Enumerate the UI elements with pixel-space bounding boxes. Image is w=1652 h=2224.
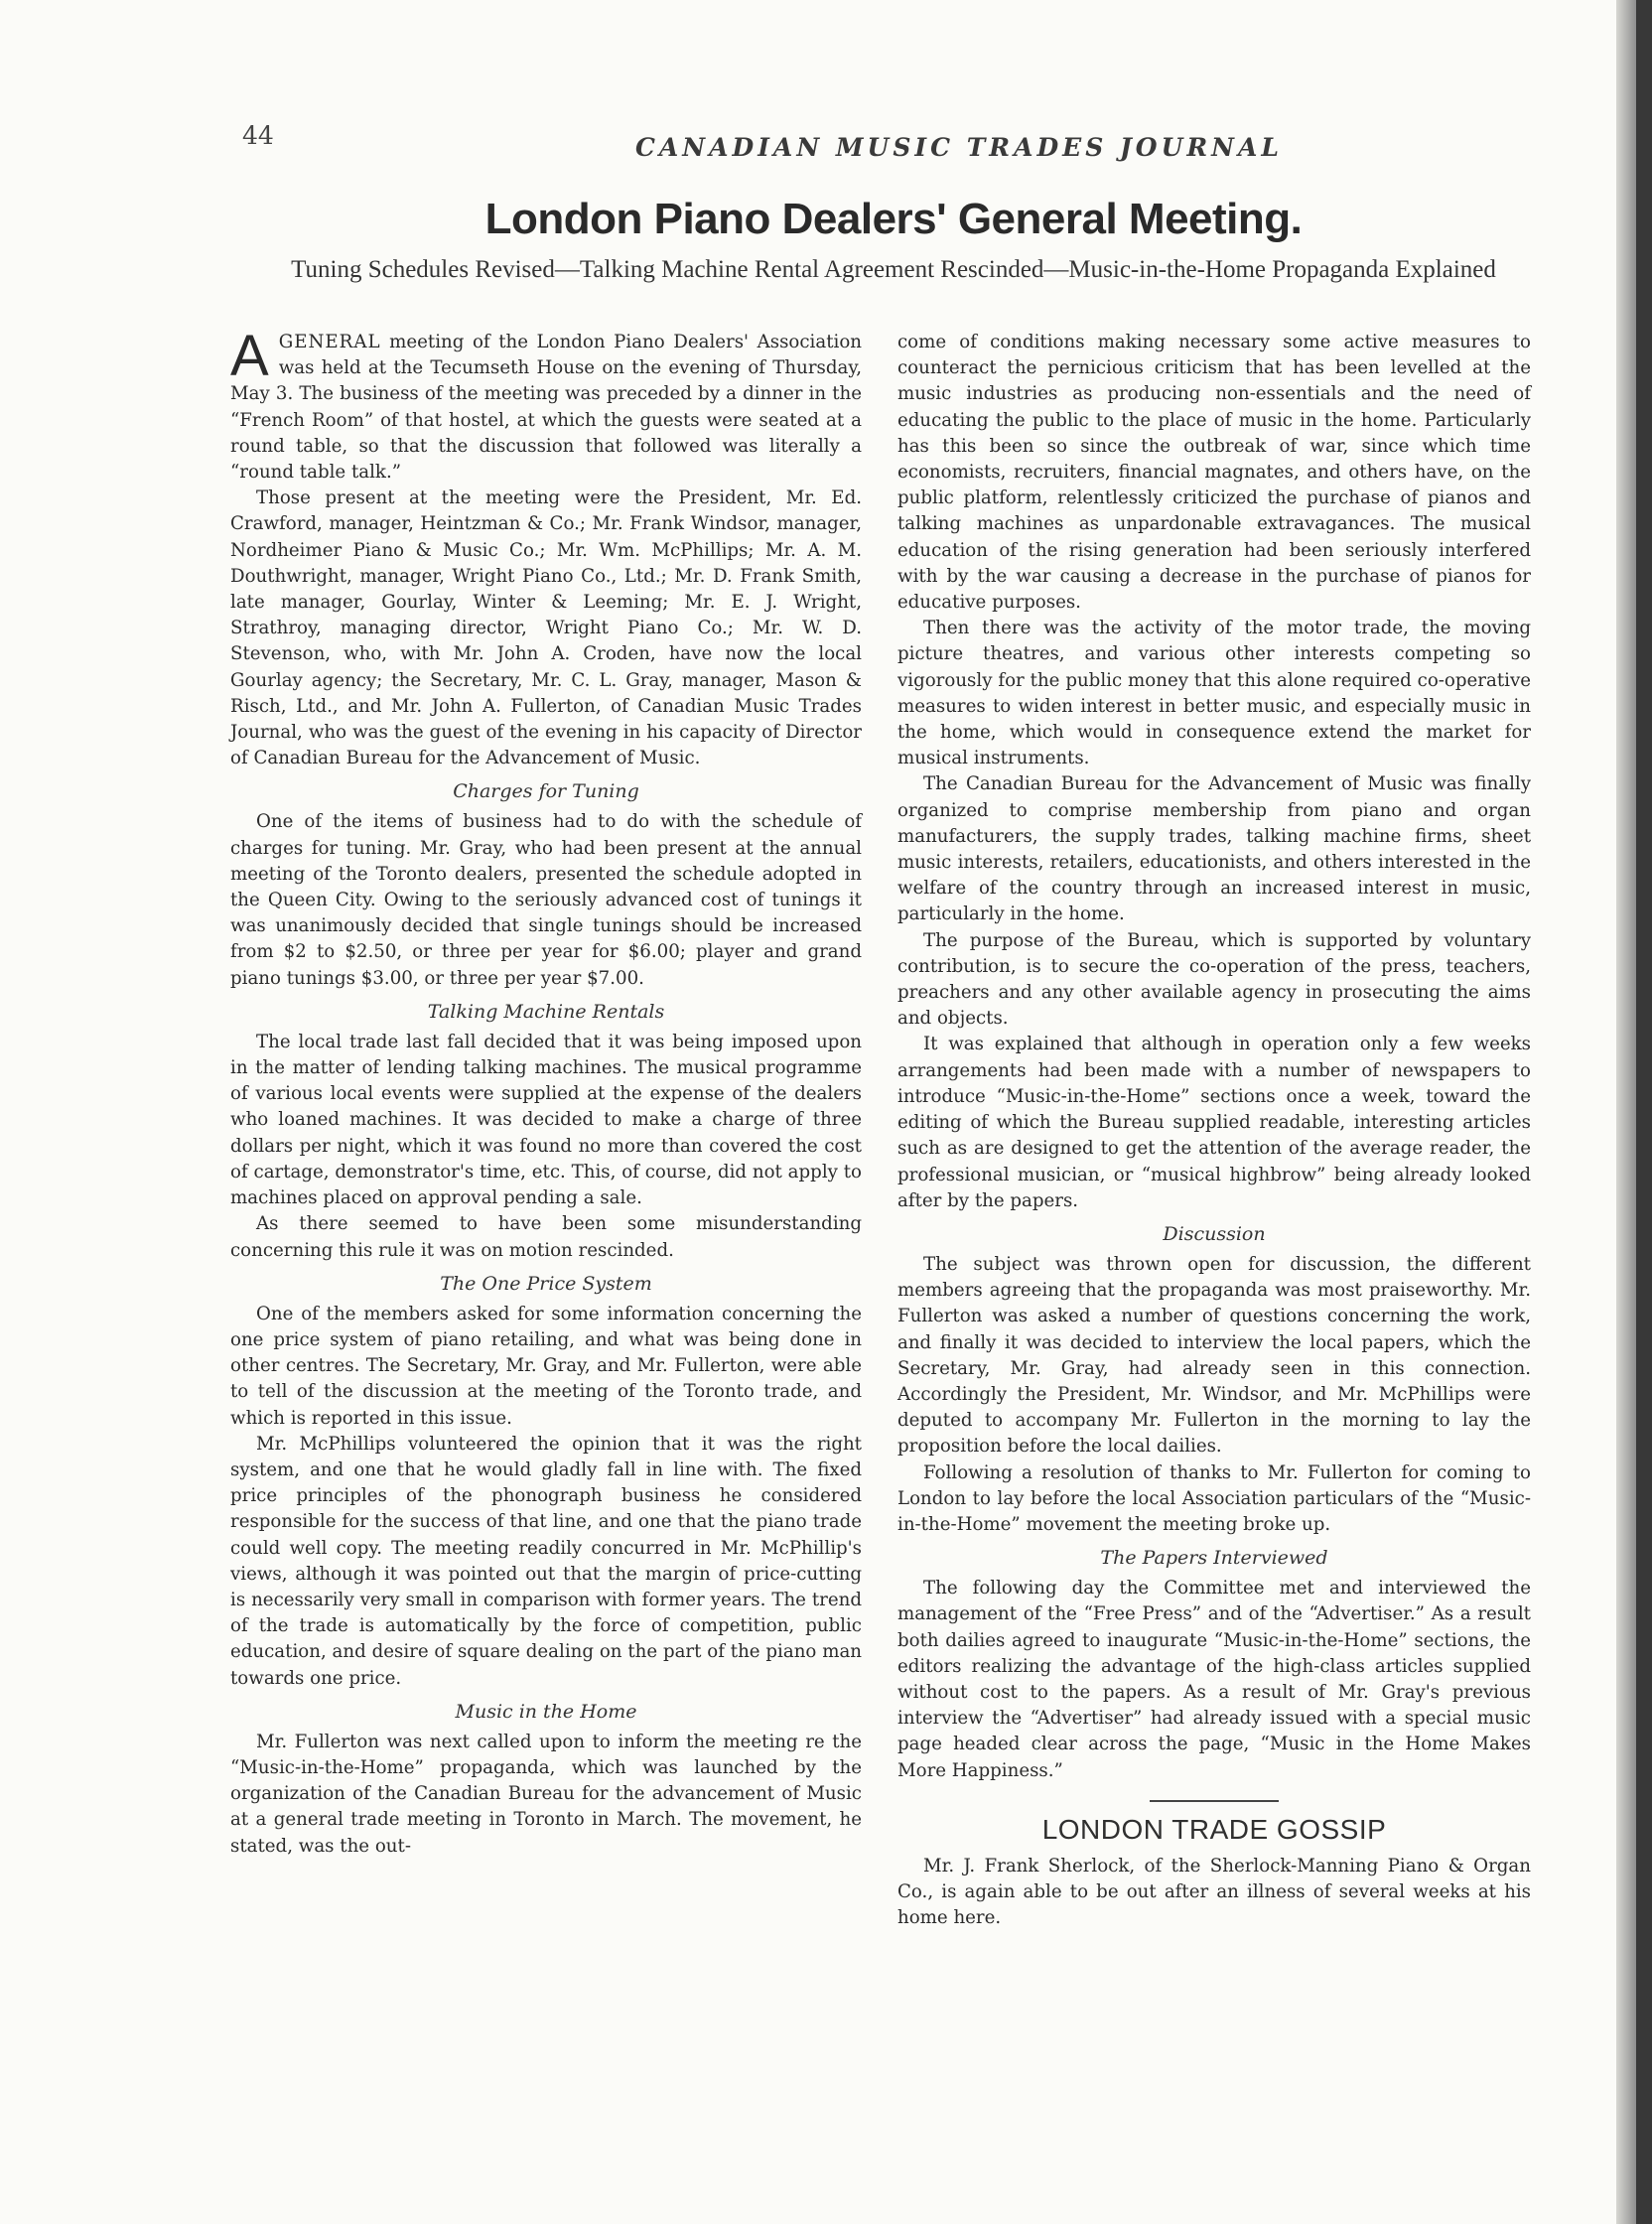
article-subheadline: Tuning Schedules Revised—Talking Machine Rental Agreement Rescinded—Music-in-the-Home Propaganda Explained — [291, 256, 1496, 283]
section-divider — [1150, 1800, 1279, 1802]
gossip-paragraph: Mr. J. Frank Sherlock, of the Sherlock-Manning Piano & Organ Co., is again able to be out after an illness of several weeks at his home here. — [897, 1855, 1531, 1929]
intro-paragraph — [230, 324, 862, 486]
explained-paragraph: It was explained that although in operation only a few weeks arrangements had been made with a number of newspapers to introduce “Music-in-the-Home” sections once a week, toward the editing of which the Bureau supplied readable, interesting articles such as are designed to get the attention of the average reader, the professional musician, or “musical highbrow” being already looked after by the papers. — [897, 1034, 1531, 1211]
page-number: 44 — [242, 121, 274, 150]
intro-text: meeting of the London Piano Dealers' Association was held at the Tecumseth House on the evening of Thursday, May 3. The business of the meeting was preceded by a dinner in the “French Room” of that hostel, at which the guests were seated at a round table, so that the discussion that followed was literally a “round table talk.” — [230, 332, 862, 484]
one-price-paragraph-2: Mr. McPhillips volunteered the opinion that it was the right system, and one that he would gladly fall in line with. The fixed price principles of the phonograph business he considered responsible for the success of that line, and one that the piano trade could well copy. The meeting readily concurred in Mr. McPhillip's views, although it was pointed out that the margin of price-cutting is necessarily very small in comparison with former years. The trend of the trade is automatically by the force of competition, public education, and desire of square dealing on the part of the piano man towards one price. — [230, 1433, 862, 1689]
book-binding — [1636, 0, 1652, 2224]
rentals-paragraph-1: The local trade last fall decided that it was being imposed upon in the matter of lending talking machines. The musical programme of various local events were supplied at the expense of the dealers who loaned machines. It was decided to make a charge of three dollars per night, which it was found no more than covered the cost of cartage, demonstrator's time, etc. This, of course, did not apply to machines placed on approval pending a sale. — [230, 1031, 862, 1209]
rentals-paragraph-2: As there seemed to have been some misunderstanding concerning this rule it was on motion rescinded. — [230, 1213, 862, 1261]
running-head: CANADIAN MUSIC TRADES JOURNAL — [635, 133, 1283, 162]
discussion-paragraph-2: Following a resolution of thanks to Mr. Fullerton for coming to London to lay before the local Association particulars of the “Music-in-the-Home” movement the meeting broke up. — [897, 1461, 1531, 1535]
article-headline: London Piano Dealers' General Meeting. — [484, 195, 1303, 243]
music-home-paragraph: Mr. Fullerton was next called upon to inform the meeting re the “Music-in-the-Home” propaganda, which was launched by the organization of the Canadian Bureau for the advancement of Music at a general trade meeting in Toronto in March. The movement, he stated, was the out- — [230, 1731, 862, 1857]
left-column — [230, 324, 862, 1860]
discussion-paragraph-1: The subject was thrown open for discussion, the different members agreeing that the propaganda was most praiseworthy. Mr. Fullerton was asked a number of questions concerning the work, and finally it was decided to interview the local papers, which the Secretary, Mr. Gray, had already seen in this connection. Accordingly the President, Mr. Windsor, and Mr. McPhillips were deputed to accompany Mr. Fullerton in the morning to lay the proposition before the local dailies. — [897, 1253, 1531, 1458]
gossip-heading: LONDON TRADE GOSSIP — [1041, 1813, 1387, 1845]
tuning-paragraph: One of the items of business had to do with the schedule of charges for tuning. Mr. Gray, who had been present at the annual meeting of the Toronto dealers, presented the schedule adopted in the Queen City. Owing to the seriously advanced cost of tunings it was unanimously decided that single tunings should be increased from $2 to $2.50, or three per year for $6.00; player and grand piano tunings $3.00, or three per year $7.00. — [230, 811, 862, 989]
one-price-paragraph-1: One of the members asked for some information concerning the one price system of piano retailing, and what was being done in other centres. The Secretary, Mr. Gray, and Mr. Fullerton, were able to tell of the discussion at the meeting of the Toronto trade, and which is reported in this issue. — [230, 1303, 862, 1429]
page-edge-shadow — [1616, 0, 1636, 2224]
attendees-paragraph: Those present at the meeting were the President, Mr. Ed. Crawford, manager, Heintzman & Co.; Mr. Frank Windsor, manager, Nordheimer Piano & Music Co.; Mr. Wm. McPhillips; Mr. A. M. Douthwright, manager, Wright Piano Co., Ltd.; Mr. D. Frank Smith, late manager, Gourlay, Winter & Leeming; Mr. E. J. Wright, Strathroy, managing director, Wright Piano Co.; Mr. W. D. Stevenson, who, with Mr. John A. Croden, have now the local Gourlay agency; the Secretary, Mr. C. L. Gray, manager, Mason & Risch, Ltd., and Mr. John A. Fullerton, of Canadian Music Trades Journal, who was the guest of the evening in his capacity of Director of Canadian Bureau for the Advancement of Music. — [230, 487, 862, 769]
drop-cap: A — [230, 324, 269, 388]
right-column — [897, 330, 1531, 1931]
section-heading-tuning: Charges for Tuning — [453, 780, 639, 803]
bureau-paragraph: The Canadian Bureau for the Advancement of Music was finally organized to comprise membership from piano and organ manufacturers, the supply trades, talking machine firms, sheet music interests, retailers, educationists, and others interested in the welfare of the country through an increased interest in music, particularly in the home. — [897, 773, 1531, 925]
section-heading-rentals: Talking Machine Rentals — [427, 1000, 665, 1023]
section-heading-discussion: Discussion — [1163, 1222, 1266, 1245]
section-heading-one-price: The One Price System — [440, 1272, 652, 1295]
motor-trade-paragraph: Then there was the activity of the motor trade, the moving picture theatres, and various other interests competing so vigorously for the public money that this alone required co-operative measures to widen interest in better music, and especially music in the home, which would in consequence extend the market for musical instruments. — [897, 618, 1531, 769]
continuation-paragraph: come of conditions making necessary some active measures to counteract the pernicious criticism that has been levelled at the music industries as producing non-essentials and the need of educating the public to the place of music in the home. Particularly has this been so since the outbreak of war, since which time economists, recruiters, financial magnates, and others have, on the public platform, relentlessly criticized the purchase of pianos and talking machines as unpardonable extravagances. The musical education of the rising generation had been seriously interfered with by the war causing a decrease in the purchase of pianos for educative purposes. — [897, 332, 1531, 614]
purpose-paragraph: The purpose of the Bureau, which is supported by voluntary contribution, is to secure the co-operation of the press, teachers, preachers and any other available agency in prosecuting the aims and objects. — [897, 929, 1531, 1030]
section-heading-papers: The Papers Interviewed — [1100, 1547, 1328, 1570]
papers-paragraph: The following day the Committee met and interviewed the management of the “Free Press” and of the “Advertiser.” As a result both dailies agreed to inaugurate “Music-in-the-Home” sections, the editors realizing the advantage of the high-class articles supplied without cost to the papers. As a result of Mr. Gray's previous interview the “Advertiser” had already issued with a special music page headed clear across the page, “Music in the Home Makes More Happiness.” — [897, 1578, 1531, 1781]
section-heading-music-home: Music in the Home — [455, 1700, 637, 1723]
intro-lead-word: GENERAL — [278, 332, 381, 352]
